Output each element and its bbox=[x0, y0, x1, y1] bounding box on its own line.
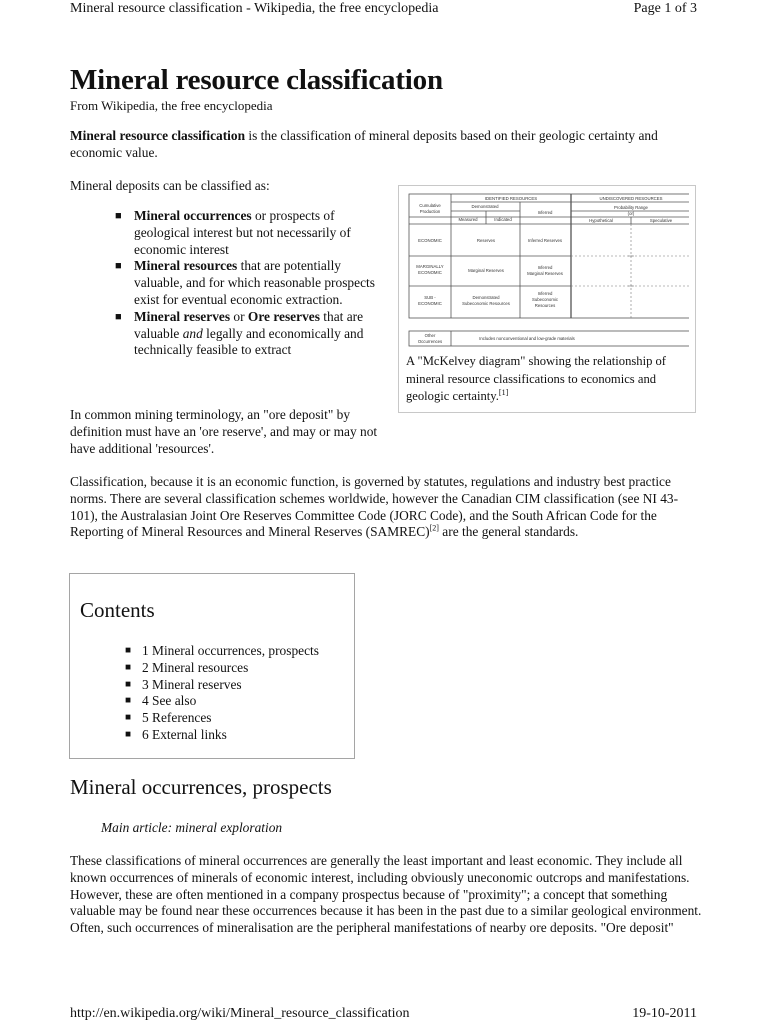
list-item-text: legally and economically and technically feasible to extract bbox=[134, 325, 364, 358]
classification-text-end: are the general standards. bbox=[438, 524, 579, 540]
contents-item-reserves[interactable]: ■ 3 Mineral reserves bbox=[125, 677, 319, 694]
contents-item-see-also[interactable]: ■ 4 See also bbox=[125, 693, 319, 710]
list-item-text: that are valuable bbox=[134, 308, 364, 341]
figure-caption-text: A "McKelvey diagram" showing the relationship of mineral resource classifications to economics and geologic certainty. bbox=[406, 354, 667, 403]
diagram-label: Inferred Reserves bbox=[527, 238, 563, 243]
diagram-label: Cumulative bbox=[419, 203, 441, 208]
diagram-label: Reserves bbox=[476, 238, 496, 243]
print-footer-url: http://en.wikipedia.org/wiki/Mineral_resource_classification bbox=[70, 1006, 410, 1021]
diagram-label: Resources bbox=[534, 303, 556, 308]
intro-bold-term: Mineral resource classification bbox=[70, 128, 246, 143]
intro-paragraph bbox=[70, 128, 700, 162]
list-item-text: or bbox=[230, 308, 248, 324]
diagram-label: Occurrences bbox=[417, 339, 443, 344]
section-heading: Mineral occurrences, prospects bbox=[70, 775, 332, 799]
diagram-label: UNDISCOVERED RESOURCES bbox=[599, 196, 663, 201]
list-item bbox=[115, 258, 377, 308]
ore-deposit-paragraph: In common mining terminology, an "ore deposit" by definition must have an 'ore reserve', and may or may not have additional 'resources'. bbox=[70, 407, 378, 456]
diagram-label: Inferred bbox=[537, 265, 553, 270]
diagram-label: Inferred bbox=[537, 210, 553, 215]
classification-paragraph bbox=[70, 474, 702, 541]
contents-item-resources[interactable]: ■ 2 Mineral resources bbox=[125, 660, 319, 677]
diagram-label: Hypothetical bbox=[589, 218, 613, 223]
classified-as-text: Mineral deposits can be classified as: bbox=[70, 178, 270, 193]
classification-text: Classification, because it is an economic function, is governed by statutes, regulations and industry best practice norms. There are several classification schemes worldwide, however the Canadian CIM classification (see NI 43-101), the Australasian Joint Ore Reserves Committee Code (JORC Code), and the South African Code for the Reporting of Mineral Resources and Mineral Reserves (SAMREC) bbox=[70, 474, 679, 540]
mineral-resources-link[interactable]: Mineral resources bbox=[134, 258, 238, 274]
classification-list bbox=[115, 208, 377, 359]
contents-item-references[interactable]: ■ 5 References bbox=[125, 710, 319, 727]
print-header-title: Mineral resource classification - Wikipedia, the free encyclopedia bbox=[70, 1, 439, 16]
table-of-contents bbox=[69, 573, 355, 759]
diagram-label: Speculative bbox=[649, 218, 673, 223]
list-item-text: or prospects of geological interest but not necessarily of economic interest bbox=[134, 208, 351, 257]
intro-text: is the classification of mineral deposits based on their geologic certainty and economic value. bbox=[70, 128, 658, 160]
diagram-label: ECONOMIC bbox=[418, 301, 442, 306]
list-item-emphasis: and bbox=[182, 325, 203, 341]
list-item-text: that are potentially valuable, and for which reasonable prospects exist for eventual economic extraction. bbox=[134, 258, 375, 307]
print-header-page: Page 1 of 3 bbox=[633, 1, 697, 16]
diagram-label: Demonstrated bbox=[471, 204, 499, 209]
diagram-label: SUB - bbox=[424, 295, 436, 300]
mineral-occurrences-link[interactable]: Mineral occurrences bbox=[134, 208, 252, 223]
list-item bbox=[115, 309, 377, 359]
diagram-label: Production bbox=[419, 209, 441, 214]
diagram-label: Demonstrated bbox=[472, 295, 500, 300]
diagram-label: (or) bbox=[627, 211, 635, 216]
caption-reference[interactable]: [1] bbox=[498, 387, 509, 397]
diagram-label: IDENTIFIED RESOURCES bbox=[484, 196, 538, 201]
section-paragraph: These classifications of mineral occurrences are generally the least important and least economic. They include all known occurrences of minerals of economic interest, including obviously uneconomic outcrops and manifestations. However, these are often mentioned in a company prospectus because of "proximity"; a concept that something valuable may be found near these occurrences because it has been in the past due to a similar geological environment. Often, such occurrences of mineralisation are the peripheral manifestations of nearby ore deposits. "Ore deposit" bbox=[70, 853, 702, 936]
diagram-label: Other bbox=[424, 333, 436, 338]
main-article-link[interactable]: Main article: mineral exploration bbox=[101, 820, 283, 835]
page-title: Mineral resource classification bbox=[70, 64, 443, 96]
ore-reserves-link[interactable]: Ore reserves bbox=[247, 308, 320, 324]
contents-item-occurrences[interactable]: ■ 1 Mineral occurrences, prospects bbox=[125, 643, 319, 660]
diagram-label: Subeconomic bbox=[531, 297, 559, 302]
contents-list bbox=[125, 643, 319, 744]
list-item bbox=[115, 208, 377, 258]
diagram-label: Subeconomic Resources bbox=[462, 301, 510, 306]
contents-title: Contents bbox=[80, 598, 155, 622]
diagram-label: ECONOMIC bbox=[418, 238, 442, 243]
print-footer-date: 19-10-2011 bbox=[632, 1006, 697, 1021]
page-subtitle: From Wikipedia, the free encyclopedia bbox=[70, 98, 273, 113]
contents-item-external-links[interactable]: ■ 6 External links bbox=[125, 727, 319, 744]
diagram-label: Probability Range bbox=[614, 205, 648, 210]
diagram-label: Indicated bbox=[494, 217, 512, 222]
diagram-label: MARGINALLY bbox=[416, 264, 444, 269]
classification-reference[interactable]: [2] bbox=[429, 523, 439, 533]
diagram-label: Inferred bbox=[537, 291, 553, 296]
diagram-label: Marginal Reserves bbox=[468, 268, 504, 273]
diagram-label: Measured bbox=[458, 217, 478, 222]
mineral-reserves-link[interactable]: Mineral reserves bbox=[134, 308, 231, 324]
diagram-label: ECONOMIC bbox=[418, 270, 442, 275]
figure-caption bbox=[406, 353, 691, 406]
diagram-label: Marginal Reserves bbox=[527, 271, 563, 276]
diagram-label: Includes nonconventional and low-grade materials bbox=[479, 336, 575, 341]
mckelvey-figure bbox=[398, 185, 696, 413]
mckelvey-diagram bbox=[407, 192, 689, 352]
